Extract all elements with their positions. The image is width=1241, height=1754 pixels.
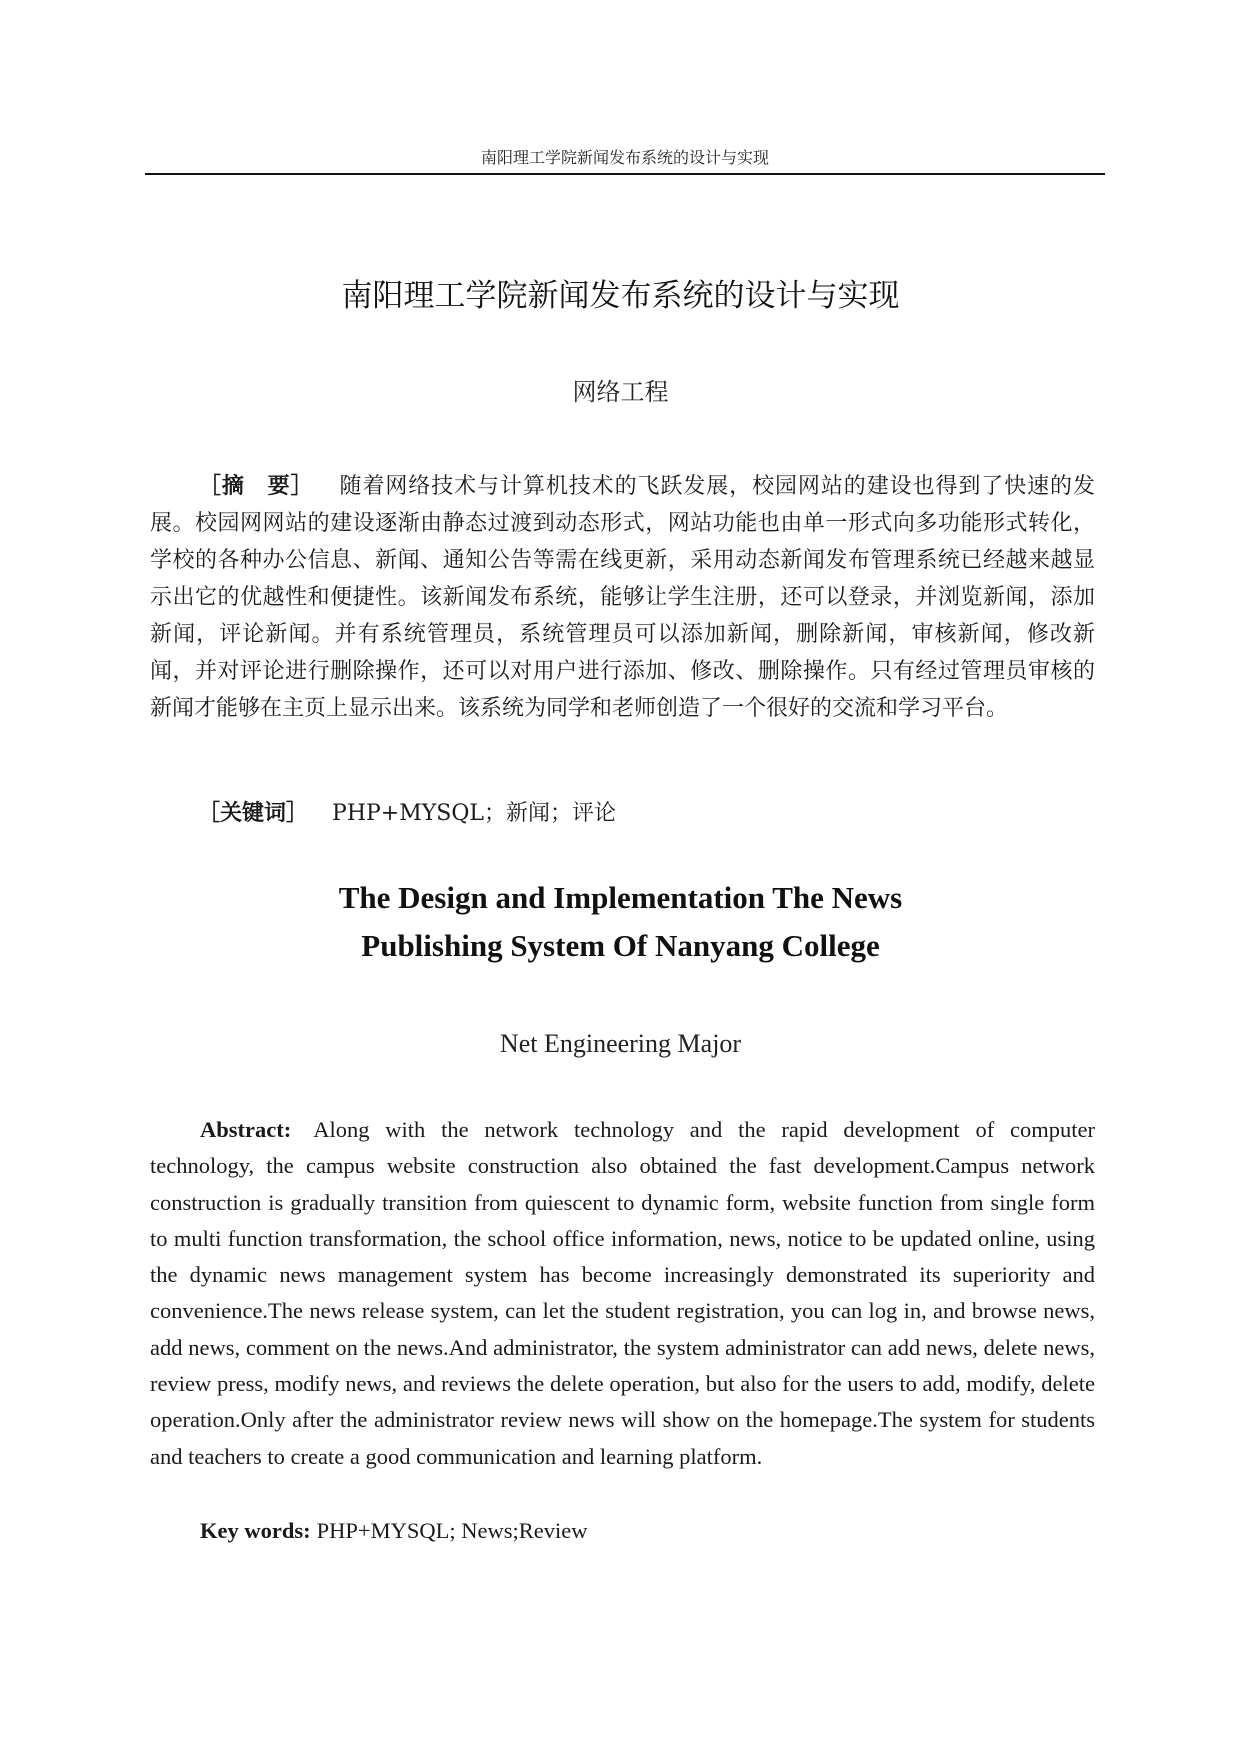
- english-keywords-label: Key words:: [200, 1518, 311, 1543]
- chinese-title: 南阳理工学院新闻发布系统的设计与实现: [341, 278, 900, 314]
- chinese-abstract: [150, 468, 1095, 727]
- english-title-line-2: Publishing System Of Nanyang College: [361, 928, 880, 963]
- chinese-major: 网络工程: [572, 378, 669, 406]
- running-header: 南阳理工学院新闻发布系统的设计与实现: [480, 148, 769, 167]
- chinese-keywords: [198, 795, 616, 832]
- english-title-line-1: The Design and Implementation The News: [338, 880, 903, 915]
- chinese-keywords-text: PHP+MYSQL；新闻；评论: [332, 801, 617, 826]
- chinese-abstract-label: ［摘 要］: [198, 474, 314, 499]
- english-abstract-label: Abstract:: [200, 1117, 292, 1142]
- english-keywords: [200, 1513, 587, 1549]
- english-title: [0, 874, 1241, 970]
- english-abstract-text: Along with the network technology and the rapid development of computer technology, the campus website construction also obtained the fast development.Campus network construction is gradually transition from quiescent to dynamic form, website function from single form to multi function transformation, the school office information, news, notice to be updated online, using the dynamic news management system has become increasingly demonstrated its superiority and convenience.The news release system, can let the student registration, you can log in, and browse news, add news, comment on the news.And administrator, the system administrator can add news, delete news, review press, modify news, and reviews the delete operation, but also for the users to add, modify, delete operation.Only after the administrator review news will show on the homepage.The system for students and teachers to create a good communication and learning platform.: [150, 1117, 1095, 1469]
- english-keywords-text: PHP+MYSQL; News;Review: [316, 1518, 588, 1543]
- header-rule: [145, 173, 1105, 175]
- english-major: Net Engineering Major: [499, 1029, 742, 1058]
- chinese-keywords-label: ［关键词］: [198, 801, 309, 826]
- english-abstract: [150, 1112, 1095, 1475]
- chinese-abstract-text: 随着网络技术与计算机技术的飞跃发展，校园网站的建设也得到了快速的发展。校园网网站的建设逐渐由静态过渡到动态形式，网站功能也由单一形式向多功能形式转化，学校的各种办公信息、新闻、通知公告等需在线更新，采用动态新闻发布管理系统已经越来越显示出它的优越性和便捷性。该新闻发布系统，能够让学生注册，还可以登录，并浏览新闻，添加新闻，评论新闻。并有系统管理员，系统管理员可以添加新闻，删除新闻，审核新闻，修改新闻，并对评论进行删除操作，还可以对用户进行添加、修改、删除操作。只有经过管理员审核的新闻才能够在主页上显示出来。该系统为同学和老师创造了一个很好的交流和学习平台。: [150, 474, 1095, 721]
